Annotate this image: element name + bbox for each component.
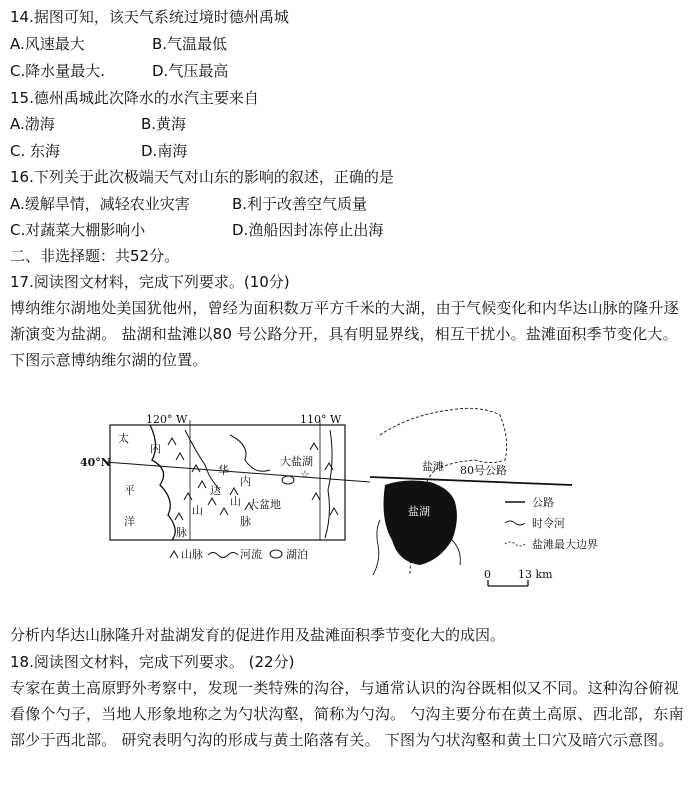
star-marker: ☆: [300, 468, 310, 481]
q17-title: 17.阅读图文材料，完成下列要求。(10分): [10, 273, 290, 291]
q16-stem: 16.下列关于此次极端天气对山东的影响的叙述，正确的是: [10, 168, 394, 186]
mountain-label-1: 内: [150, 442, 161, 455]
ocean-label-2: 平: [124, 484, 135, 497]
legend-river-label: 河流: [240, 548, 262, 561]
nevada-range-sign-3: 脉: [240, 515, 251, 528]
legend-boundary-symbol: [505, 542, 525, 546]
bonneville-lake-figure: [80, 390, 620, 595]
legend-road-label: 公路: [532, 496, 554, 509]
legend-seasonal-symbol: [505, 521, 525, 525]
map-frame: [110, 425, 345, 540]
nevada-range-sign-1: 内: [240, 475, 251, 488]
mountain-label-4: 山: [192, 504, 203, 517]
scale-distance-label: 13 km: [518, 568, 553, 581]
legend-lake-label: 湖泊: [286, 548, 308, 561]
scale-zero-label: 0: [484, 568, 491, 581]
q15-stem: 15.德州禹城此次降水的水汽主要来自: [10, 89, 259, 107]
saltflat-label: 盐滩: [422, 460, 444, 473]
great-salt-lake-label: 大盐湖: [280, 455, 313, 468]
detail-map: [370, 408, 598, 586]
q16-option-c: C.对蔬菜大棚影响小: [10, 221, 146, 239]
q18-title: 18.阅读图文材料，完成下列要求。 (22分): [10, 653, 295, 671]
q14-option-a: A.风速最大: [10, 35, 85, 53]
lon-120-label: 120° W: [146, 413, 188, 426]
river-3: [325, 430, 332, 538]
q14-option-b: B.气温最低: [152, 35, 228, 53]
location-map: [80, 413, 370, 561]
legend-mountain-symbol: [170, 551, 178, 558]
section-heading: 二、非选择题：共52分。: [10, 247, 180, 265]
great-salt-lake-shape: [282, 476, 294, 484]
salt-lake-area: [384, 481, 457, 565]
q15-option-d: D.南海: [141, 142, 188, 160]
legend-seasonal-label: 时令河: [532, 517, 565, 530]
salt-lake-label: 盐湖: [408, 505, 430, 518]
left-legend: [170, 547, 308, 561]
seasonal-river-2: [452, 540, 460, 565]
q14-stem: 14.据图可知，该天气系统过境时德州禹城: [10, 8, 289, 26]
q16-option-b: B.利于改善空气质量: [232, 195, 368, 213]
scale-bar: [484, 568, 553, 586]
mountain-label-3: 达: [210, 484, 221, 497]
figure-svg: [80, 390, 620, 595]
q15-option-c: C. 东海: [10, 142, 61, 160]
q14-option-d: D.气压最高: [152, 62, 229, 80]
mountain-label-2: 华: [218, 464, 229, 477]
q17-question: 分析内华达山脉隆升对盐湖发育的促进作用及盐滩面积季节变化大的成因。: [10, 626, 506, 644]
basin-label: 大盆地: [248, 498, 281, 511]
q14-option-c: C.降水量最大.: [10, 62, 106, 80]
highway-label: 80号公路: [460, 464, 507, 477]
q16-option-a: A.缓解旱情，减轻农业灾害: [10, 195, 190, 213]
river-2: [230, 435, 270, 471]
lat-40-label: 40°N: [80, 456, 111, 469]
ocean-label-3: 洋: [124, 515, 135, 528]
nevada-range-sign-2: 山: [230, 495, 241, 508]
lon-110-label: 110° W: [300, 413, 342, 426]
legend-lake-symbol: [270, 550, 282, 558]
right-legend: [505, 496, 598, 551]
legend-mountain-label: 山脉: [181, 548, 203, 561]
q15-option-a: A.渤海: [10, 115, 55, 133]
q18-paragraph: 专家在黄土高原野外考察中，发现一类特殊的沟谷，与通常认识的沟谷既相似又不同。这种沟谷俯视看像个勺子，当地人形象地称之为勺状沟壑，简称为勺沟。 勺沟主要分布在黄土高原、西北部，东南部少于西北部。 研究表明勺沟的形成与黄土陷落有关。 下图为勺状沟壑和黄土口穴及暗穴示意图。: [10, 679, 684, 749]
legend-boundary-label: 盐滩最大边界: [532, 538, 598, 551]
q15-option-b: B.黄海: [141, 115, 187, 133]
ocean-label-1: 太: [118, 432, 129, 445]
q16-option-d: D.渔船因封冻停止出海: [232, 221, 384, 239]
mountain-label-5: 脉: [176, 526, 187, 539]
legend-river-symbol: [208, 553, 238, 558]
seasonal-river-1: [373, 520, 380, 575]
q17-paragraph: 博纳维尔湖地处美国犹他州，曾经为面积数万平方千米的大湖，由于气候变化和内华达山脉的隆升逐渐演变为盐湖。 盐湖和盐滩以80 号公路分开，具有明显界线，相互干扰小。盐滩面积季节变化大。下图示意博纳维尔湖的位置。: [10, 299, 679, 369]
